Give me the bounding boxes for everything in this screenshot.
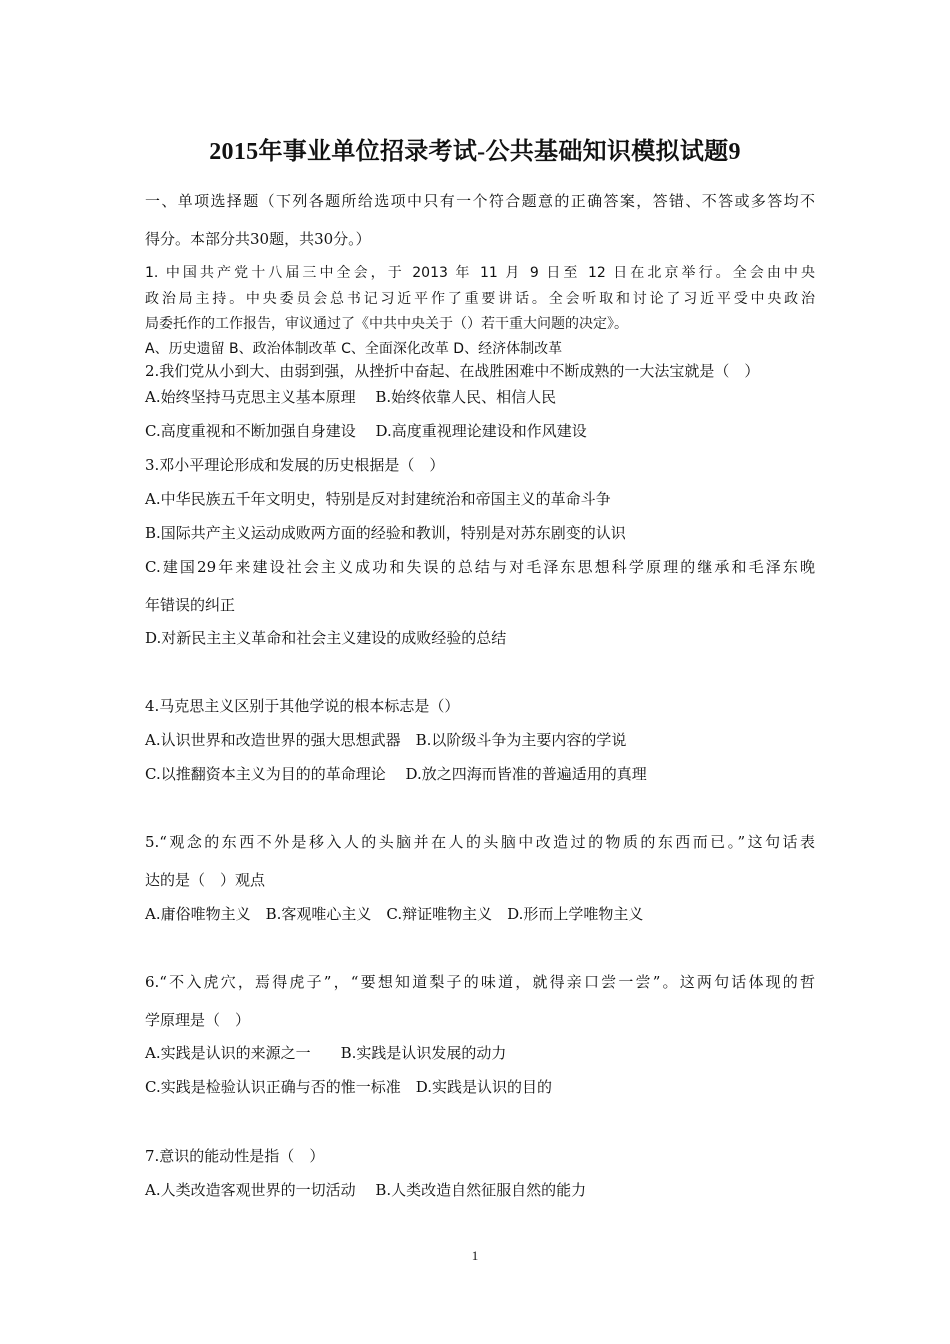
q7-stem: 7.意识的能动性是指（ ） bbox=[145, 1147, 325, 1165]
q2-options-2: C.高度重视和不断加强自身建设 D.高度重视理论建设和作风建设 bbox=[145, 422, 587, 440]
q2-stem: 2.我们党从小到大、由弱到强，从挫折中奋起、在战胜困难中不断成熟的一大法宝就是（ ） bbox=[145, 362, 760, 380]
q6-stem-line-2: 学原理是（ ） bbox=[145, 1011, 251, 1029]
q2-options-1: A.始终坚持马克思主义基本原理 B.始终依靠人民、相信人民 bbox=[145, 388, 557, 406]
section-header-line-1: 一、单项选择题（下列各题所给选项中只有一个符合题意的正确答案，答错、不答或多答均不 bbox=[145, 192, 815, 210]
q1-line-2: 政治局主持。中央委员会总书记习近平作了重要讲话。全会听取和讨论了习近平受中央政治 bbox=[145, 291, 815, 307]
q4-stem: 4.马克思主义区别于其他学说的根本标志是（） bbox=[145, 697, 460, 715]
q6-options-1: A.实践是认识的来源之一 B.实践是认识发展的动力 bbox=[145, 1044, 507, 1062]
q6-options-2: C.实践是检验认识正确与否的惟一标准 D.实践是认识的目的 bbox=[145, 1078, 552, 1096]
q7-options-1: A.人类改造客观世界的一切活动 B.人类改造自然征服自然的能力 bbox=[145, 1181, 587, 1199]
q3-option-b: B.国际共产主义运动成败两方面的经验和教训，特别是对苏东剧变的认识 bbox=[145, 524, 626, 542]
q3-option-a: A.中华民族五千年文明史，特别是反对封建统治和帝国主义的革命斗争 bbox=[145, 490, 611, 508]
q3-option-d: D.对新民主主义革命和社会主义建设的成败经验的总结 bbox=[145, 629, 507, 647]
q4-options-2: C.以推翻资本主义为目的的革命理论 D.放之四海而皆准的普遍适用的真理 bbox=[145, 765, 647, 783]
page-title: 2015年事业单位招录考试-公共基础知识模拟试题9 bbox=[209, 139, 741, 165]
q5-options: A.庸俗唯物主义 B.客观唯心主义 C.辩证唯物主义 D.形而上学唯物主义 bbox=[145, 905, 644, 923]
q3-option-c-line-1: C.建国29年来建设社会主义成功和失误的总结与对毛泽东思想科学原理的继承和毛泽东晚 bbox=[145, 558, 815, 576]
q1-options: A、历史遗留 B、政治体制改革 C、全面深化改革 D、经济体制改革 bbox=[145, 341, 563, 357]
q6-stem-line-1: 6.“不入虎穴，焉得虎子”，“要想知道梨子的味道，就得亲口尝一尝”。这两句话体现的哲 bbox=[145, 973, 815, 991]
page-number: 1 bbox=[471, 1248, 479, 1263]
q1-line-3: 局委托作的工作报告，审议通过了《中共中央关于（）若干重大问题的决定》。 bbox=[145, 316, 628, 332]
section-header-line-2: 得分。本部分共30题，共30分。） bbox=[145, 230, 371, 248]
q3-stem: 3.邓小平理论形成和发展的历史根据是（ ） bbox=[145, 456, 445, 474]
q3-option-c-line-2: 年错误的纠正 bbox=[145, 596, 236, 614]
q1-line-1: 1. 中国共产党十八届三中全会，于 2013 年 11 月 9 日至 12 日在北京举行。全会由中央 bbox=[145, 265, 815, 281]
q5-stem-line-2: 达的是（ ）观点 bbox=[145, 871, 266, 889]
q4-options-1: A.认识世界和改造世界的强大思想武器 B.以阶级斗争为主要内容的学说 bbox=[145, 731, 627, 749]
q5-stem-line-1: 5.“观念的东西不外是移入人的头脑并在人的头脑中改造过的物质的东西而已。”这句话表 bbox=[145, 833, 815, 851]
